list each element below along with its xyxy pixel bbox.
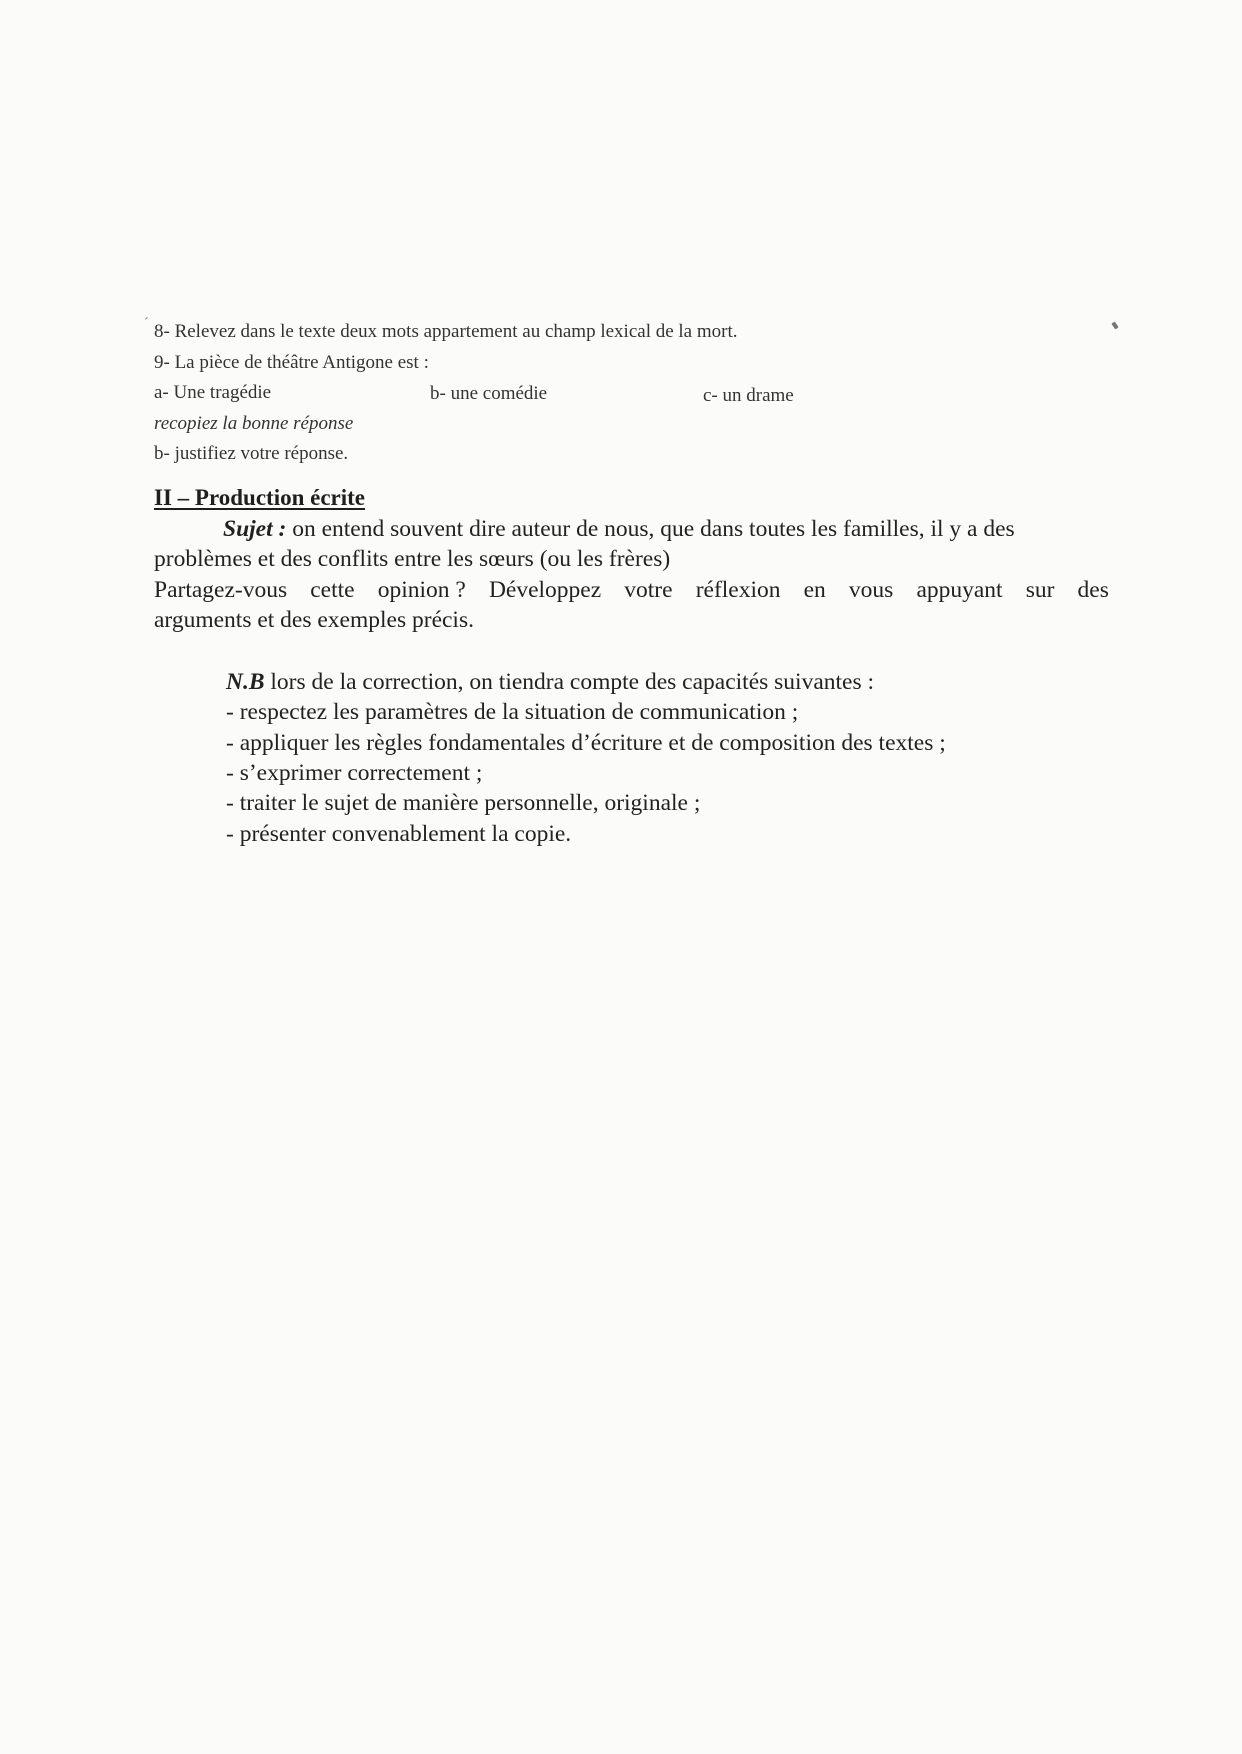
section-heading: II – Production écrite	[154, 485, 366, 510]
option-a: a- Une tragédie	[154, 382, 272, 403]
sujet-line-2: problèmes et des conflits entre les sœurs (ou les frères)	[154, 546, 671, 572]
nb-intro: lors de la correction, on tiendra compte des capacités suivantes :	[270, 669, 875, 695]
question-word: opinion ?	[377, 577, 466, 603]
nb-item: - présenter convenablement la copie.	[226, 821, 572, 847]
question-word: appuyant	[916, 577, 1003, 603]
question-word: vous	[848, 577, 894, 603]
stray-mark: ˊ	[144, 316, 149, 331]
nb-item: - respectez les paramètres de la situation de communication ;	[226, 699, 799, 725]
question-word: des	[1077, 577, 1109, 603]
nb-item: - s’exprimer correctement ;	[226, 760, 483, 786]
question-word: sur	[1025, 577, 1055, 603]
option-c: c- un drame	[703, 385, 794, 406]
sujet-label: Sujet :	[223, 516, 287, 542]
question-line-1	[154, 577, 1109, 604]
answer-instruction: recopiez la bonne réponse	[154, 413, 354, 434]
question-word: Partagez-vous	[154, 577, 288, 603]
question-line-2: arguments et des exemples précis.	[154, 607, 474, 633]
question-word: cette	[310, 577, 355, 603]
sujet-text: on entend souvent dire auteur de nous, que dans toutes les familles, il y a des	[292, 516, 1015, 542]
question-word: en	[803, 577, 826, 603]
question-word: votre	[624, 577, 673, 603]
nb-item: - appliquer les règles fondamentales d’écriture et de composition des textes ;	[226, 730, 946, 756]
nb-intro-line	[226, 669, 874, 696]
option-b: b- une comédie	[430, 383, 548, 404]
nb-item: - traiter le sujet de manière personnelle, originale ;	[226, 790, 701, 816]
question-word: réflexion	[695, 577, 781, 603]
question-9: 9- La pièce de théâtre Antigone est :	[154, 352, 429, 373]
sujet-line-1	[223, 516, 1015, 543]
scan-speck	[1111, 321, 1118, 329]
justify-instruction: b- justifiez votre réponse.	[154, 443, 349, 464]
question-word: Développez	[488, 577, 602, 603]
question-8: 8- Relevez dans le texte deux mots appartement au champ lexical de la mort.	[154, 321, 738, 342]
nb-label: N.B	[226, 669, 265, 695]
